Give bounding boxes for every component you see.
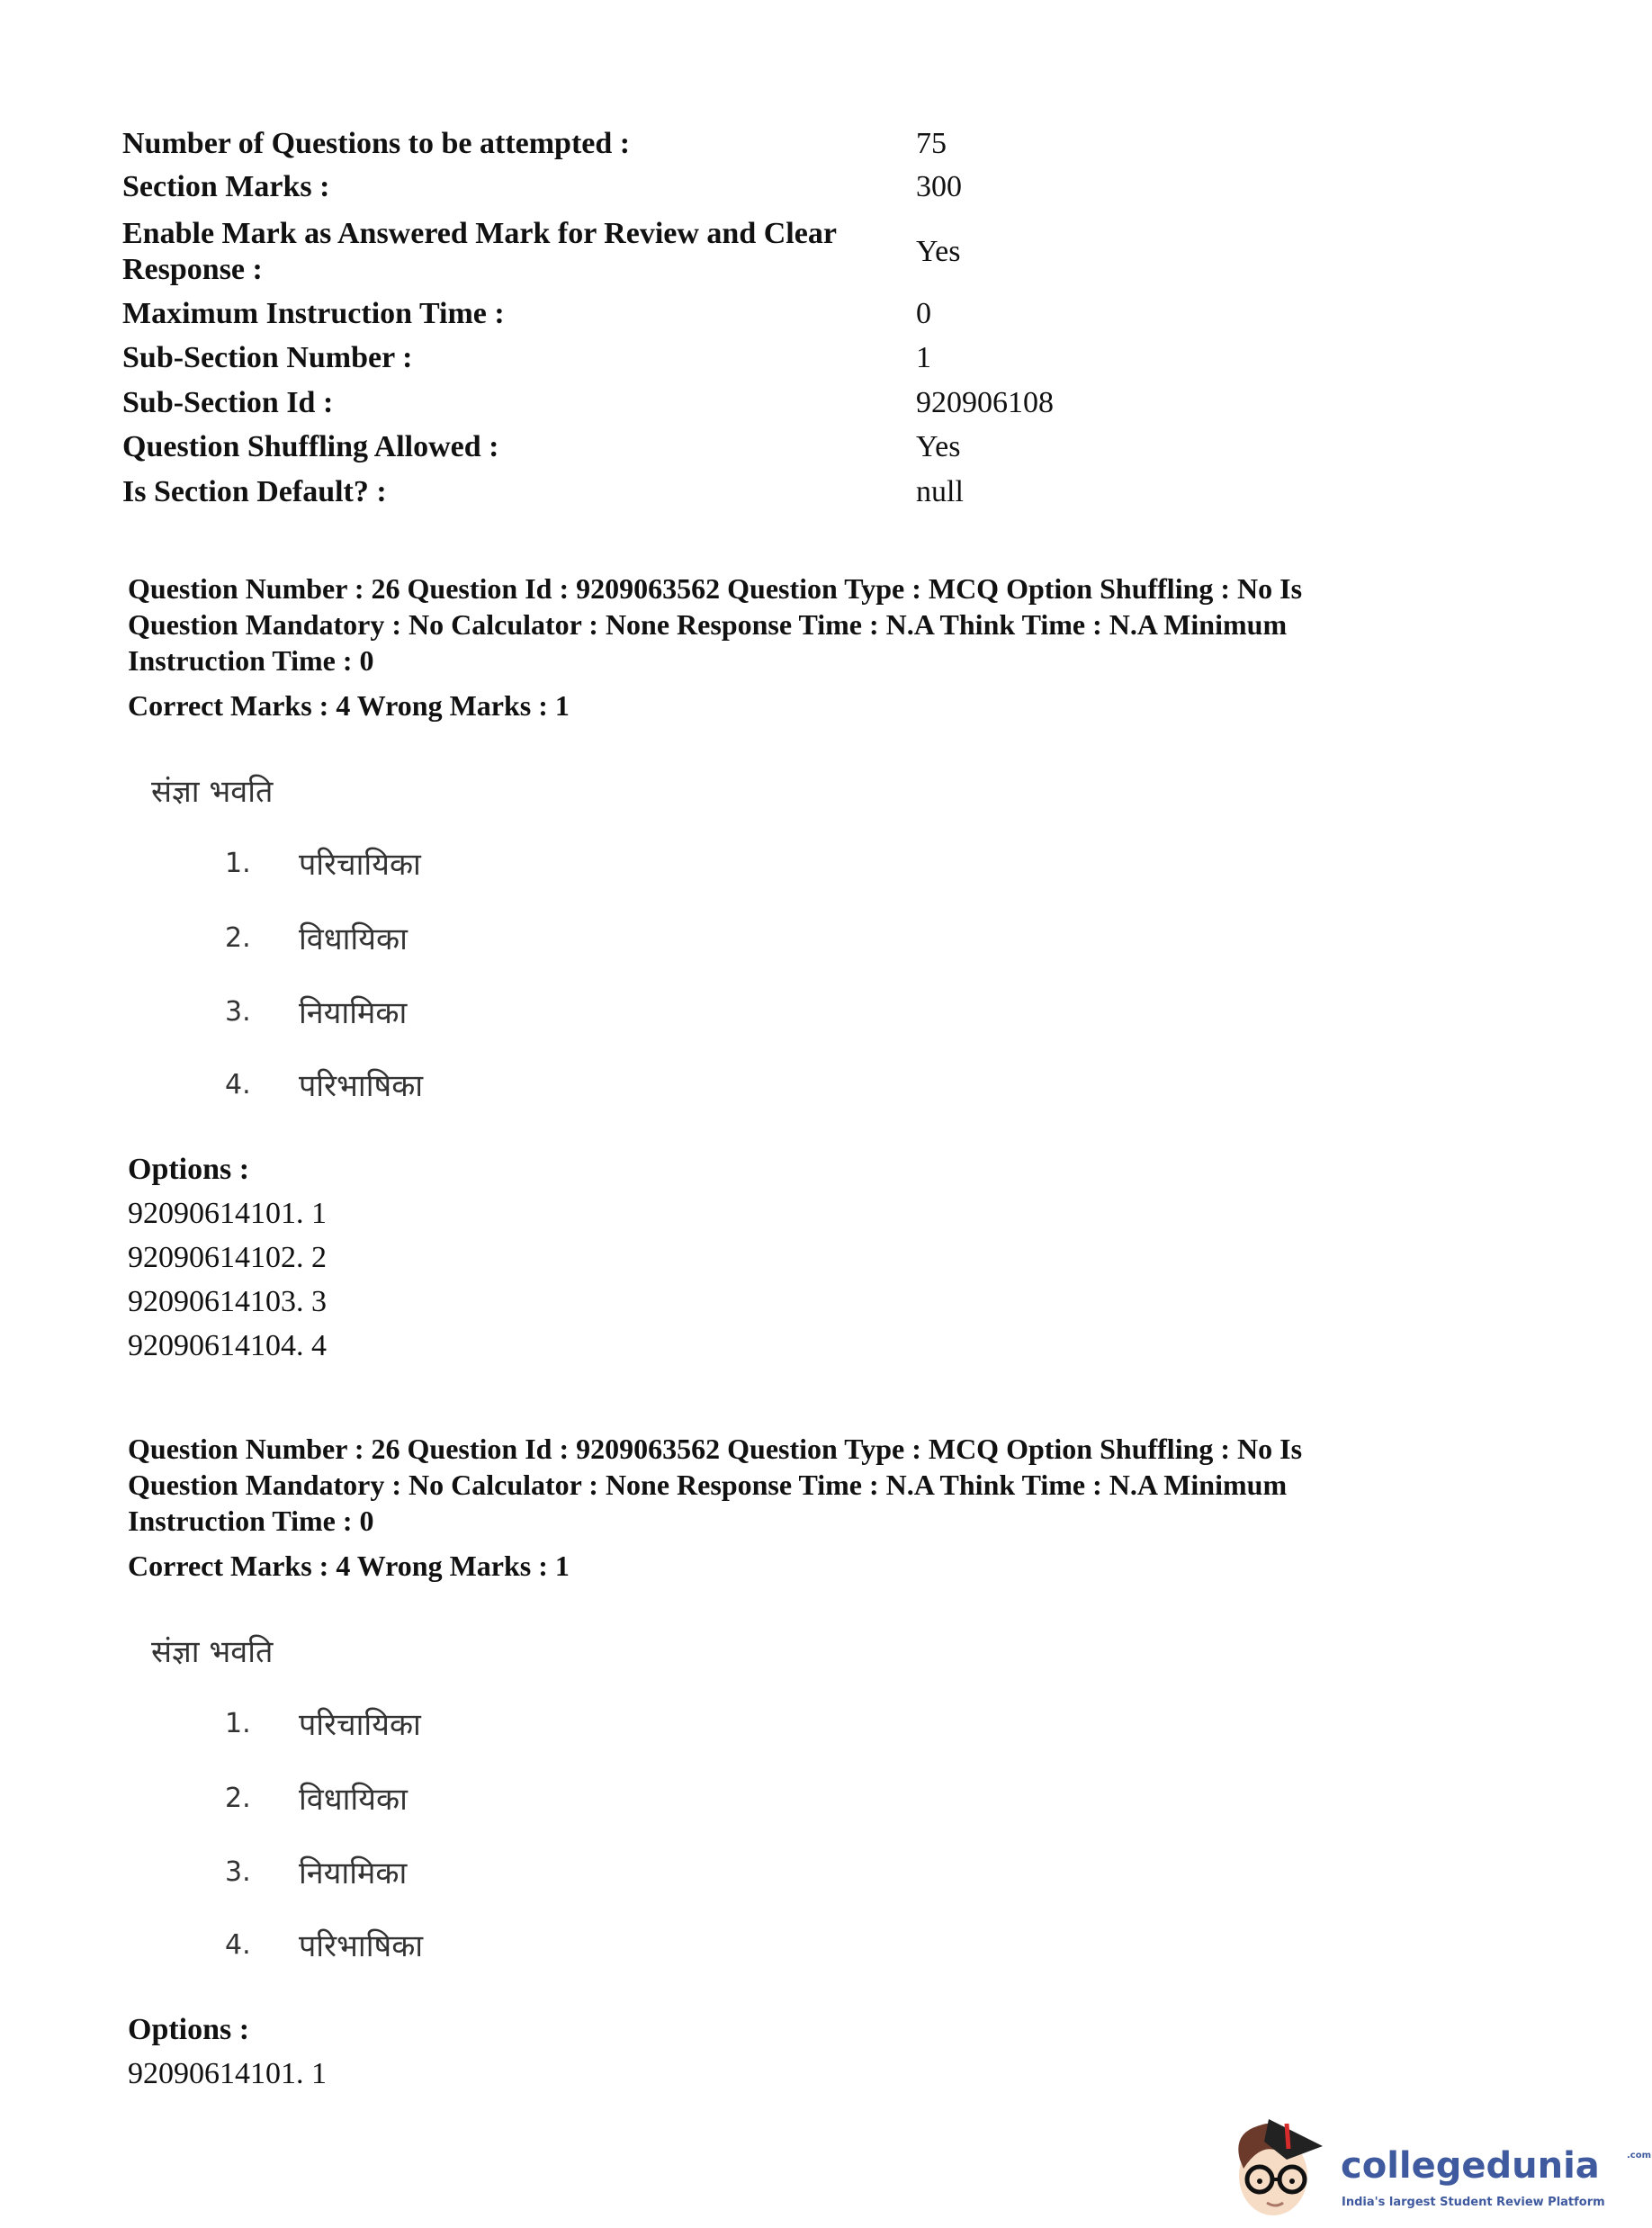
value-subsection-number: 1: [916, 341, 931, 374]
choice-text: नियामिका: [299, 995, 408, 1031]
logo-wordmark: collegedunia: [1341, 2145, 1600, 2187]
value-section-default: null: [916, 475, 964, 508]
collegedunia-logo: [1224, 2106, 1652, 2223]
label-subsection-id: Sub-Section Id :: [122, 386, 334, 419]
choice-text: विधायिका: [299, 1782, 408, 1818]
question-header-line: Question Number : 26 Question Id : 9209063562 Question Type : MCQ Option Shuffling : No Is: [128, 1433, 1303, 1465]
choice-text: विधायिका: [299, 921, 408, 957]
options-label: Options :: [128, 1153, 250, 1186]
value-num-questions: 75: [916, 127, 947, 160]
choice-number: 3.: [225, 1856, 251, 1888]
label-max-instruction-time: Maximum Instruction Time :: [122, 297, 505, 330]
question-header-line: Question Number : 26 Question Id : 9209063562 Question Type : MCQ Option Shuffling : No Is: [128, 572, 1303, 605]
option-item: 92090614102. 2: [128, 1241, 327, 1274]
choice-text: परिचायिका: [299, 847, 421, 883]
label-num-questions: Number of Questions to be attempted :: [122, 127, 631, 160]
question-block: [0, 860, 1652, 2090]
value-subsection-id: 920906108: [916, 386, 1054, 419]
label-subsection-number: Sub-Section Number :: [122, 341, 413, 374]
choice-number: 1.: [225, 1708, 251, 1739]
label-section-marks: Section Marks :: [122, 170, 330, 203]
option-item: 92090614101. 1: [128, 2057, 327, 2090]
logo-tagline: India's largest Student Review Platform: [1342, 2196, 1605, 2209]
option-item: 92090614103. 3: [128, 1285, 327, 1318]
value-max-instruction-time: 0: [916, 297, 931, 330]
logo-suffix: .com: [1627, 2151, 1652, 2161]
options-label: Options :: [128, 2013, 250, 2046]
option-item: 92090614104. 4: [128, 1329, 327, 1362]
value-section-marks: 300: [916, 170, 962, 203]
choice-number: 2.: [225, 922, 251, 954]
choice-number: 3.: [225, 996, 251, 1028]
option-item: 92090614101. 1: [128, 1197, 327, 1230]
question-header-line: Question Mandatory : No Calculator : None Response Time : N.A Think Time : N.A Minimum: [128, 608, 1288, 641]
question-stem: संज्ञा भवति: [151, 1634, 274, 1670]
question-header-line: Instruction Time : 0: [128, 1505, 374, 1537]
label-question-shuffling: Question Shuffling Allowed :: [122, 430, 499, 463]
label-enable-mark: Enable Mark as Answered Mark for Review and Clear: [122, 217, 837, 250]
choice-number: 1.: [225, 848, 251, 879]
mascot-icon: [1224, 2106, 1341, 2223]
choice-text: परिचायिका: [299, 1707, 421, 1743]
question-header-line: Instruction Time : 0: [128, 644, 374, 677]
value-enable-mark: Yes: [916, 235, 961, 268]
choice-text: परिभाषिका: [299, 1928, 424, 1964]
label-section-default: Is Section Default? :: [122, 475, 387, 508]
value-question-shuffling: Yes: [916, 430, 961, 463]
choice-text: परिभाषिका: [299, 1068, 424, 1104]
question-stem: संज्ञा भवति: [151, 774, 274, 810]
label-enable-mark-cont: Response :: [122, 253, 263, 286]
question-header-line: Question Mandatory : No Calculator : None Response Time : N.A Think Time : N.A Minimum: [128, 1469, 1288, 1501]
choice-number: 2.: [225, 1783, 251, 1814]
choice-number: 4.: [225, 1069, 251, 1101]
question-marks: Correct Marks : 4 Wrong Marks : 1: [128, 1550, 570, 1582]
choice-text: नियामिका: [299, 1855, 408, 1891]
question-marks: Correct Marks : 4 Wrong Marks : 1: [128, 689, 570, 722]
choice-number: 4.: [225, 1929, 251, 1961]
